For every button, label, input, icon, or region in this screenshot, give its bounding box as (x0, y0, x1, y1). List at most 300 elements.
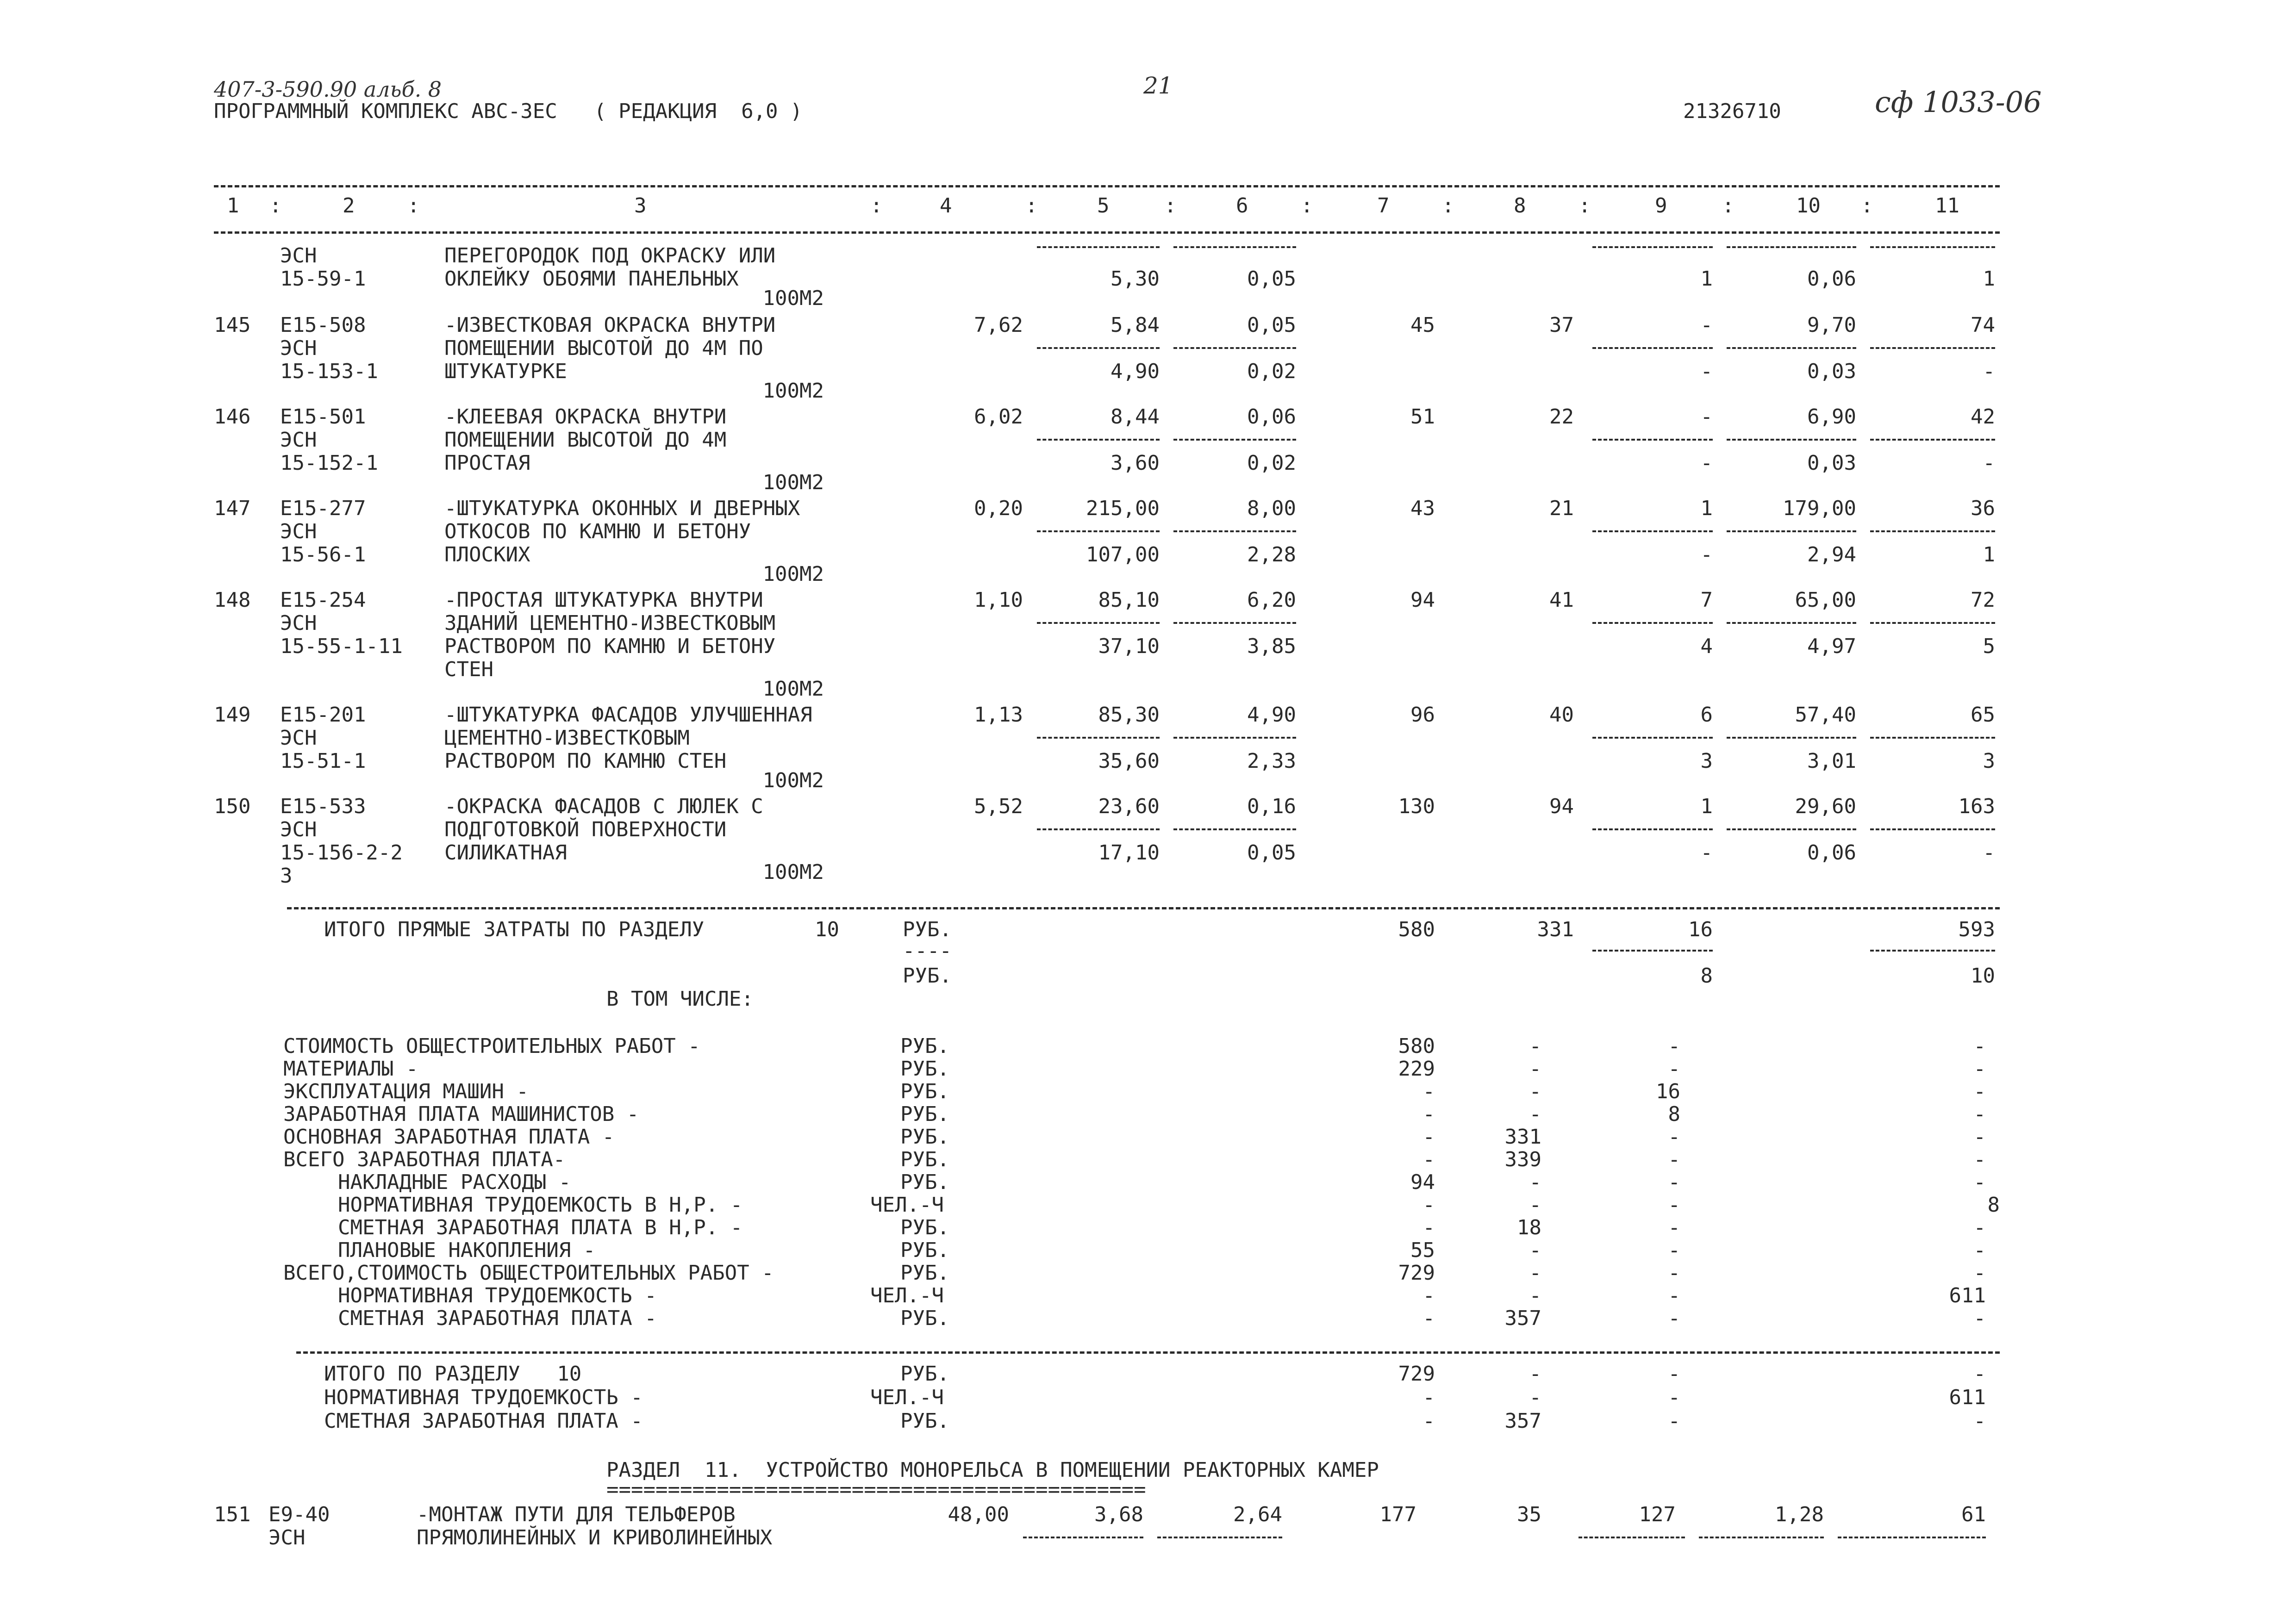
row-number: 149 (214, 703, 251, 727)
breakdown-c8: 18 (1517, 1216, 1541, 1239)
cell-c8: 41 (1549, 588, 1574, 612)
cell-c9-sub: - (1700, 451, 1713, 475)
breakdown-c11: - (1973, 1216, 1986, 1239)
breakdown-c7: - (1423, 1284, 1435, 1307)
breakdown-label: СМЕТНАЯ ЗАРАБОТНАЯ ПЛАТА В Н,Р. - (338, 1216, 743, 1239)
breakdown-c11: 611 (1949, 1284, 1986, 1307)
cell-c10: 9,70 (1807, 313, 1856, 337)
breakdown-unit: РУБ. (900, 1170, 949, 1194)
cell-c6-sub: 2,33 (1247, 749, 1296, 773)
row-name: ПОМЕЩЕНИИ ВЫСОТОЙ ДО 4М (444, 428, 727, 452)
breakdown-c11: - (1973, 1057, 1986, 1081)
row-name: -ОКРАСКА ФАСАДОВ С ЛЮЛЕК С (444, 795, 763, 818)
cell-c4: 1,13 (974, 703, 1023, 727)
row-code: 15-55-1-11 (280, 635, 403, 658)
cell-c10-sub: 4,97 (1807, 635, 1856, 658)
section-total-c9: - (1668, 1362, 1680, 1386)
value-split-rule (1870, 737, 1995, 739)
itogo-unit: РУБ. (903, 918, 952, 941)
value-split-rule (1592, 530, 1713, 532)
cell-c9-sub: - (1700, 360, 1713, 383)
breakdown-c9: 8 (1668, 1102, 1680, 1126)
breakdown-c9: - (1668, 1284, 1680, 1307)
breakdown-c7: - (1423, 1193, 1435, 1217)
breakdown-c9: - (1668, 1034, 1680, 1058)
cell-c6-sub: 2,28 (1247, 543, 1296, 566)
breakdown-c9: - (1668, 1193, 1680, 1217)
row-code: ЭСН (268, 1526, 306, 1549)
breakdown-c8: - (1529, 1057, 1541, 1081)
cell-c9-sub: 4 (1700, 635, 1713, 658)
value-split-rule (1699, 1537, 1824, 1538)
value-split-rule (1173, 439, 1296, 441)
value-split-rule (1173, 347, 1296, 349)
row-unit: 100М2 (762, 562, 824, 586)
column-header-1: 1 (227, 194, 239, 218)
cell-c5-sub: 35,60 (1098, 749, 1160, 773)
cell-c5-sub: 5,30 (1111, 267, 1160, 291)
value-split-rule (1023, 1537, 1143, 1538)
section-total-c7: 729 (1398, 1362, 1435, 1386)
cell-c9: 6 (1700, 703, 1713, 727)
itogo-dash: ---- (903, 939, 952, 963)
row-name: -КЛЕЕВАЯ ОКРАСКА ВНУТРИ (444, 405, 727, 429)
breakdown-label: СТОИМОСТЬ ОБЩЕСТРОИТЕЛЬНЫХ РАБОТ - (283, 1034, 700, 1058)
row-unit: 100М2 (762, 860, 824, 884)
row-code: Е15-277 (280, 497, 366, 520)
section-total-unit: РУБ. (900, 1409, 949, 1433)
breakdown-unit: РУБ. (900, 1307, 949, 1330)
breakdown-c11: - (1973, 1034, 1986, 1058)
cell-c11-sub: 3 (1983, 749, 1995, 773)
breakdown-c11: 8 (1987, 1193, 2000, 1217)
value-split-rule (1037, 347, 1160, 349)
breakdown-c9: - (1668, 1238, 1680, 1262)
column-separator: : (1578, 194, 1591, 218)
breakdown-c8: - (1529, 1238, 1541, 1262)
breakdown-c9: - (1668, 1057, 1680, 1081)
section-total-c7: - (1423, 1409, 1435, 1433)
breakdown-label: МАТЕРИАЛЫ - (283, 1057, 418, 1081)
breakdown-c9: - (1668, 1148, 1680, 1171)
cell-c8: 35 (1517, 1503, 1541, 1526)
cell-c6: 2,64 (1233, 1503, 1282, 1526)
column-separator: : (1301, 194, 1313, 218)
breakdown-label: ЗАРАБОТНАЯ ПЛАТА МАШИНИСТОВ - (283, 1102, 639, 1126)
value-split-rule (1870, 246, 1995, 248)
row-name: ПОДГОТОВКОЙ ПОВЕРХНОСТИ (444, 818, 727, 841)
breakdown-c11: - (1973, 1261, 1986, 1285)
cell-c5: 3,68 (1094, 1503, 1143, 1526)
value-split-rule (1870, 828, 1995, 830)
row-code: ЭСН (280, 520, 317, 543)
value-split-rule (1592, 347, 1713, 349)
column-header-5: 5 (1097, 194, 1110, 218)
cell-c6: 0,05 (1247, 313, 1296, 337)
cell-c11-sub: 1 (1983, 267, 1995, 291)
row-name: -МОНТАЖ ПУТИ ДЛЯ ТЕЛЬФЕРОВ (417, 1503, 736, 1526)
row-name: -ИЗВЕСТКОВАЯ ОКРАСКА ВНУТРИ (444, 313, 776, 337)
value-split-rule (1727, 439, 1856, 441)
cell-c5: 8,44 (1111, 405, 1160, 429)
row-code: Е15-533 (280, 795, 366, 818)
breakdown-c7: 55 (1410, 1238, 1435, 1262)
value-split-rule (1727, 828, 1856, 830)
breakdown-c11: - (1973, 1080, 1986, 1103)
row-name: ШТУКАТУРКЕ (444, 360, 567, 383)
row-code: Е9-40 (268, 1503, 330, 1526)
column-header-10: 10 (1796, 194, 1821, 218)
row-code: 15-51-1 (280, 749, 366, 773)
breakdown-c8: - (1529, 1102, 1541, 1126)
section-11-title: РАЗДЕЛ 11. УСТРОЙСТВО МОНОРЕЛЬСА В ПОМЕЩЕНИИ РЕАКТОРНЫХ КАМЕР (606, 1458, 1379, 1482)
itogo-label: ИТОГО ПРЯМЫЕ ЗАТРАТЫ ПО РАЗДЕЛУ (324, 918, 705, 941)
breakdown-unit: РУБ. (900, 1238, 949, 1262)
value-split-rule (1838, 1537, 1986, 1538)
cell-c7: 94 (1410, 588, 1435, 612)
value-split-rule (1037, 828, 1160, 830)
breakdown-unit: ЧЕЛ.-Ч (870, 1284, 944, 1307)
cell-c9: 127 (1639, 1503, 1676, 1526)
cell-c10-sub: 0,06 (1807, 267, 1856, 291)
breakdown-label: СМЕТНАЯ ЗАРАБОТНАЯ ПЛАТА - (338, 1307, 657, 1330)
section-total-c8: - (1529, 1386, 1541, 1409)
cell-c8: 94 (1549, 795, 1574, 818)
cell-c11-sub: - (1983, 451, 1995, 475)
section-total-unit: ЧЕЛ.-Ч (870, 1386, 944, 1409)
cell-c5-sub: 37,10 (1098, 635, 1160, 658)
section-total-c8: - (1529, 1362, 1541, 1386)
cell-c10: 65,00 (1795, 588, 1856, 612)
column-separator: : (1442, 194, 1454, 218)
cell-c8: 21 (1549, 497, 1574, 520)
cell-c4: 5,52 (974, 795, 1023, 818)
row-unit: 100М2 (762, 379, 824, 403)
row-unit: 100М2 (762, 286, 824, 310)
section-total-label: СМЕТНАЯ ЗАРАБОТНАЯ ПЛАТА - (324, 1409, 643, 1433)
cell-c9: 1 (1700, 497, 1713, 520)
cell-c11: 42 (1971, 405, 1995, 429)
row-number: 148 (214, 588, 251, 612)
cell-c10: 6,90 (1807, 405, 1856, 429)
row-name: СТЕН (444, 658, 493, 681)
column-header-9: 9 (1655, 194, 1667, 218)
section-total-c11: - (1973, 1362, 1986, 1386)
breakdown-unit: РУБ. (900, 1057, 949, 1081)
cell-c6-sub: 0,05 (1247, 267, 1296, 291)
cell-c5-sub: 4,90 (1111, 360, 1160, 383)
section-total-c9: - (1668, 1409, 1680, 1433)
cell-c10: 1,28 (1775, 1503, 1824, 1526)
breakdown-c8: - (1529, 1193, 1541, 1217)
breakdown-c7: 94 (1410, 1170, 1435, 1194)
itogo-c9: 16 (1688, 918, 1713, 941)
cell-c10-sub: 2,94 (1807, 543, 1856, 566)
value-split-rule (1727, 347, 1856, 349)
cell-c6-sub: 3,85 (1247, 635, 1296, 658)
breakdown-c7: - (1423, 1216, 1435, 1239)
cell-c9: - (1700, 313, 1713, 337)
breakdown-c11: - (1973, 1307, 1986, 1330)
column-separator: : (1861, 194, 1873, 218)
cell-c4: 1,10 (974, 588, 1023, 612)
cell-c5-sub: 17,10 (1098, 841, 1160, 865)
row-number: 151 (214, 1503, 251, 1526)
value-split-rule (1173, 622, 1296, 624)
v-tom-chisle: В ТОМ ЧИСЛЕ: (606, 987, 754, 1011)
cell-c5: 85,10 (1098, 588, 1160, 612)
column-separator: : (870, 194, 883, 218)
row-name: РАСТВОРОМ ПО КАМНЮ СТЕН (444, 749, 727, 773)
breakdown-c7: - (1423, 1307, 1435, 1330)
breakdown-label: ВСЕГО ЗАРАБОТНАЯ ПЛАТА- (283, 1148, 566, 1171)
row-name: ЗДАНИЙ ЦЕМЕНТНО-ИЗВЕСТКОВЫМ (444, 611, 776, 635)
row-name: -ПРОСТАЯ ШТУКАТУРКА ВНУТРИ (444, 588, 763, 612)
stamp-code-handwritten: сф 1033-06 (1875, 85, 2042, 119)
column-header-2: 2 (343, 194, 355, 218)
program-header: ПРОГРАММНЫЙ КОМПЛЕКС АВС-3ЕС ( РЕДАКЦИЯ 6,0 ) (214, 100, 803, 123)
row-code: Е15-501 (280, 405, 366, 429)
breakdown-c7: - (1423, 1102, 1435, 1126)
cell-c7: 51 (1410, 405, 1435, 429)
itogo-c9-sub: 8 (1700, 964, 1713, 988)
breakdown-unit: РУБ. (900, 1080, 949, 1103)
value-split-rule (1592, 246, 1713, 248)
section-total-c11: - (1973, 1409, 1986, 1433)
cell-c4: 48,00 (948, 1503, 1009, 1526)
row-code: 15-56-1 (280, 543, 366, 566)
breakdown-c11: - (1973, 1170, 1986, 1194)
cell-c6-sub: 0,02 (1247, 451, 1296, 475)
cell-c6: 8,00 (1247, 497, 1296, 520)
row-name: ПЛОСКИХ (444, 543, 530, 566)
itogo-section-num: 10 (815, 918, 839, 941)
section-total-c9: - (1668, 1386, 1680, 1409)
cell-c11-sub: 5 (1983, 635, 1995, 658)
cell-c7: 96 (1410, 703, 1435, 727)
breakdown-label: НОРМАТИВНАЯ ТРУДОЕМКОСТЬ - (338, 1284, 657, 1307)
cell-c5: 23,60 (1098, 795, 1160, 818)
breakdown-unit: РУБ. (900, 1102, 949, 1126)
cell-c10: 29,60 (1795, 795, 1856, 818)
cell-c6: 0,16 (1247, 795, 1296, 818)
cell-c7: 45 (1410, 313, 1435, 337)
cell-c6: 4,90 (1247, 703, 1296, 727)
row-unit: 100М2 (762, 677, 824, 701)
breakdown-unit: ЧЕЛ.-Ч (870, 1193, 944, 1217)
value-split-rule (1727, 737, 1856, 739)
row-unit: 100М2 (762, 769, 824, 792)
row-code: ЭСН (280, 244, 317, 268)
column-header-4: 4 (940, 194, 952, 218)
breakdown-c9: - (1668, 1216, 1680, 1239)
value-split-rule (1037, 439, 1160, 441)
column-separator: : (1722, 194, 1734, 218)
cell-c6-sub: 0,02 (1247, 360, 1296, 383)
cell-c10: 57,40 (1795, 703, 1856, 727)
cell-c6-sub: 0,05 (1247, 841, 1296, 865)
cell-c11: 74 (1971, 313, 1995, 337)
cell-c11-sub: - (1983, 360, 1995, 383)
cell-c10: 179,00 (1783, 497, 1856, 520)
value-split-rule (1727, 622, 1856, 624)
value-split-rule (1592, 439, 1713, 441)
doc-number: 21326710 (1683, 100, 1781, 123)
breakdown-c11: - (1973, 1148, 1986, 1171)
value-split-rule (1173, 828, 1296, 830)
row-code: Е15-201 (280, 703, 366, 727)
column-header-11: 11 (1935, 194, 1959, 218)
breakdown-c7: - (1423, 1080, 1435, 1103)
totals-rule (287, 907, 2000, 909)
row-code: ЭСН (280, 818, 317, 841)
breakdown-label: ПЛАНОВЫЕ НАКОПЛЕНИЯ - (338, 1238, 596, 1262)
cell-c5-sub: 107,00 (1086, 543, 1160, 566)
row-name: -ШТУКАТУРКА ФАСАДОВ УЛУЧШЕННАЯ (444, 703, 812, 727)
value-split-rule (1037, 530, 1160, 532)
cell-c10-sub: 0,03 (1807, 451, 1856, 475)
breakdown-c8: - (1529, 1170, 1541, 1194)
itogo-split-rule (1870, 950, 1995, 952)
breakdown-c9: - (1668, 1125, 1680, 1149)
cell-c5: 215,00 (1086, 497, 1160, 520)
cell-c8: 37 (1549, 313, 1574, 337)
breakdown-c8: 339 (1504, 1148, 1541, 1171)
column-header-7: 7 (1377, 194, 1390, 218)
itogo-c8: 331 (1537, 918, 1574, 941)
row-name: ПОМЕЩЕНИИ ВЫСОТОЙ ДО 4М ПО (444, 336, 763, 360)
row-number: 146 (214, 405, 251, 429)
column-separator: : (1164, 194, 1177, 218)
value-split-rule (1727, 530, 1856, 532)
page-number: 21 (1143, 72, 1173, 99)
cell-c11: 36 (1971, 497, 1995, 520)
itogo-split-rule (1592, 950, 1713, 952)
cell-c11: 163 (1958, 795, 1995, 818)
value-split-rule (1173, 530, 1296, 532)
cell-c6: 0,06 (1247, 405, 1296, 429)
section-total-label: НОРМАТИВНАЯ ТРУДОЕМКОСТЬ - (324, 1386, 643, 1409)
breakdown-c11: - (1973, 1238, 1986, 1262)
column-header-rule (214, 231, 2000, 234)
breakdown-c8: 357 (1504, 1307, 1541, 1330)
cell-c5-sub: 3,60 (1111, 451, 1160, 475)
value-split-rule (1870, 622, 1995, 624)
breakdown-c11: - (1973, 1102, 1986, 1126)
value-split-rule (1870, 347, 1995, 349)
column-header-6: 6 (1236, 194, 1248, 218)
breakdown-unit: РУБ. (900, 1216, 949, 1239)
breakdown-c8: - (1529, 1284, 1541, 1307)
doc-code-handwritten: 407-3-590.90 альб. 8 (214, 77, 442, 102)
section-total-c11: 611 (1949, 1386, 1986, 1409)
row-number: 147 (214, 497, 251, 520)
cell-c8: 22 (1549, 405, 1574, 429)
cell-c10-sub: 0,06 (1807, 841, 1856, 865)
row-code: 15-59-1 (280, 267, 366, 291)
row-name: РАСТВОРОМ ПО КАМНЮ И БЕТОНУ (444, 635, 776, 658)
breakdown-c7: 729 (1398, 1261, 1435, 1285)
breakdown-unit: РУБ. (900, 1261, 949, 1285)
cell-c4: 6,02 (974, 405, 1023, 429)
breakdown-c8: - (1529, 1080, 1541, 1103)
value-split-rule (1578, 1537, 1685, 1538)
breakdown-c9: 16 (1656, 1080, 1680, 1103)
breakdown-c7: - (1423, 1125, 1435, 1149)
cell-c9: - (1700, 405, 1713, 429)
section-total-c7: - (1423, 1386, 1435, 1409)
row-name: ОТКОСОВ ПО КАМНЮ И БЕТОНУ (444, 520, 751, 543)
breakdown-c7: 229 (1398, 1057, 1435, 1081)
breakdown-c11: - (1973, 1125, 1986, 1149)
row-number: 145 (214, 313, 251, 337)
column-header-3: 3 (634, 194, 647, 218)
value-split-rule (1037, 737, 1160, 739)
section-11-underline: ============================================ (606, 1478, 1146, 1501)
value-split-rule (1173, 737, 1296, 739)
breakdown-label: НОРМАТИВНАЯ ТРУДОЕМКОСТЬ В Н,Р. - (338, 1193, 743, 1217)
breakdown-unit: РУБ. (900, 1148, 949, 1171)
value-split-rule (1173, 246, 1296, 248)
column-separator: : (407, 194, 420, 218)
breakdown-c9: - (1668, 1170, 1680, 1194)
cell-c11-sub: 1 (1983, 543, 1995, 566)
value-split-rule (1592, 828, 1713, 830)
cell-c7: 43 (1410, 497, 1435, 520)
row-code: Е15-254 (280, 588, 366, 612)
row-code: ЭСН (280, 336, 317, 360)
cell-c7: 177 (1379, 1503, 1416, 1526)
cell-c9-sub: 3 (1700, 749, 1713, 773)
table-top-rule (214, 185, 2000, 187)
row-code: Е15-508 (280, 313, 366, 337)
value-split-rule (1592, 622, 1713, 624)
breakdown-c9: - (1668, 1261, 1680, 1285)
row-name: ПРЯМОЛИНЕЙНЫХ И КРИВОЛИНЕЙНЫХ (417, 1526, 773, 1549)
row-code: 15-153-1 (280, 360, 378, 383)
cell-c4: 0,20 (974, 497, 1023, 520)
row-code: ЭСН (280, 611, 317, 635)
row-code: 15-156-2-2 (280, 841, 403, 865)
cell-c10-sub: 0,03 (1807, 360, 1856, 383)
value-split-rule (1037, 622, 1160, 624)
section-total-rule (296, 1351, 2000, 1354)
cell-c9-sub: - (1700, 841, 1713, 865)
breakdown-c8: - (1529, 1261, 1541, 1285)
value-split-rule (1727, 246, 1856, 248)
row-code: ЭСН (280, 726, 317, 750)
value-split-rule (1870, 439, 1995, 441)
cell-c11: 72 (1971, 588, 1995, 612)
row-unit: 100М2 (762, 471, 824, 494)
itogo-c11: 593 (1958, 918, 1995, 941)
cell-c5: 85,30 (1098, 703, 1160, 727)
row-name: -ШТУКАТУРКА ОКОННЫХ И ДВЕРНЫХ (444, 497, 800, 520)
row-name: ПРОСТАЯ (444, 451, 530, 475)
value-split-rule (1592, 737, 1713, 739)
cell-c11: 65 (1971, 703, 1995, 727)
breakdown-label: ВСЕГО,СТОИМОСТЬ ОБЩЕСТРОИТЕЛЬНЫХ РАБОТ - (283, 1261, 774, 1285)
breakdown-unit: РУБ. (900, 1034, 949, 1058)
row-name: СИЛИКАТНАЯ (444, 841, 567, 865)
column-separator: : (269, 194, 282, 218)
section-total-c8: 357 (1504, 1409, 1541, 1433)
column-header-8: 8 (1514, 194, 1526, 218)
cell-c10-sub: 3,01 (1807, 749, 1856, 773)
breakdown-c8: - (1529, 1034, 1541, 1058)
value-split-rule (1870, 530, 1995, 532)
row-code: 3 (280, 864, 293, 888)
